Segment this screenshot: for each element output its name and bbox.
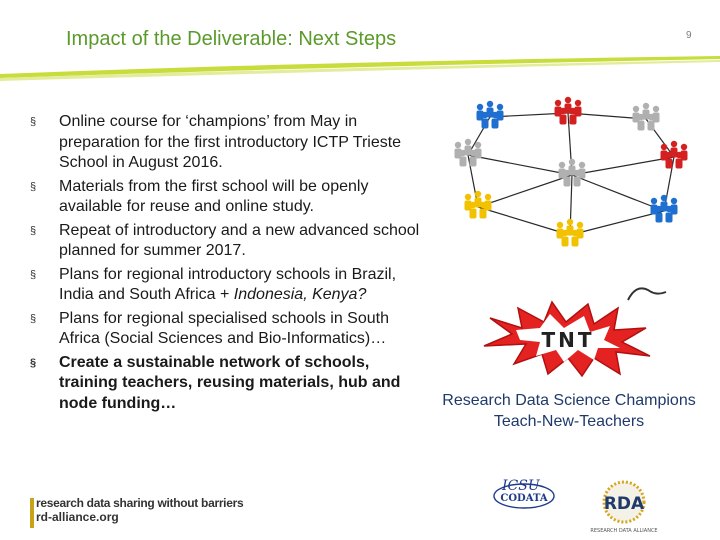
people-group: [651, 195, 678, 223]
rda-text: RDA: [603, 494, 645, 514]
bullet-marker: §: [30, 356, 37, 369]
logo-accent-bar: [30, 498, 34, 528]
people-group: [477, 101, 504, 129]
champions-caption: [420, 390, 718, 432]
footer-url: rd-alliance.org: [36, 510, 119, 524]
codata-icsu-logo: [486, 470, 558, 534]
bullet-marker: §: [30, 312, 37, 325]
codata-text: CODATA: [500, 493, 548, 504]
bullet-item: § Online course for ‘champions’ from May in preparation for the first introductory ICTP Trieste School in August 2016.: [30, 113, 402, 171]
rda-footer-logo: [36, 496, 243, 524]
people-group: [633, 103, 660, 131]
caption-line-1: Research Data Science Champions: [442, 392, 696, 409]
rda-subtitle: RESEARCH DATA ALLIANCE: [590, 528, 658, 534]
caption-line-2: Teach-New-Teachers: [493, 413, 645, 430]
tnt-label: TNT: [541, 328, 595, 352]
people-group: [455, 139, 482, 167]
bullet-item: § Create a sustainable network of schools, training teachers, reusing materials, hub and node funding…: [30, 353, 401, 412]
rda-logo: [588, 480, 666, 536]
bullet-list: [30, 112, 420, 417]
footer-tagline: research data sharing without barriers: [36, 496, 244, 510]
bullet-item: § Plans for regional introductory schools in Brazil, India and South Africa + Indonesia, Kenya?: [30, 265, 397, 303]
people-group: [661, 141, 688, 169]
bullet-marker: §: [30, 224, 37, 237]
slide-title: Impact of the Deliverable: Next Steps: [66, 28, 397, 50]
people-network-illustration: [438, 95, 706, 260]
bullet-marker: §: [30, 268, 37, 281]
page-number: 9: [686, 30, 692, 41]
bullet-item: § Repeat of introductory and a new advanced school planned for summer 2017.: [30, 221, 420, 259]
svg-text:ICSU: ICSU: [502, 478, 540, 494]
tnt-explosion-graphic: [470, 278, 680, 378]
bullet-marker: §: [30, 180, 37, 193]
header-swoosh: [0, 52, 720, 92]
bullet-item: § Plans for regional specialised schools in South Africa (Social Sciences and Bio-Informatics)…: [30, 309, 389, 347]
people-group: [465, 191, 492, 219]
bullet-marker: §: [30, 116, 37, 128]
people-group: [557, 219, 584, 247]
bullet-item: § Materials from the first school will be openly available for reuse and online study.: [30, 177, 369, 215]
